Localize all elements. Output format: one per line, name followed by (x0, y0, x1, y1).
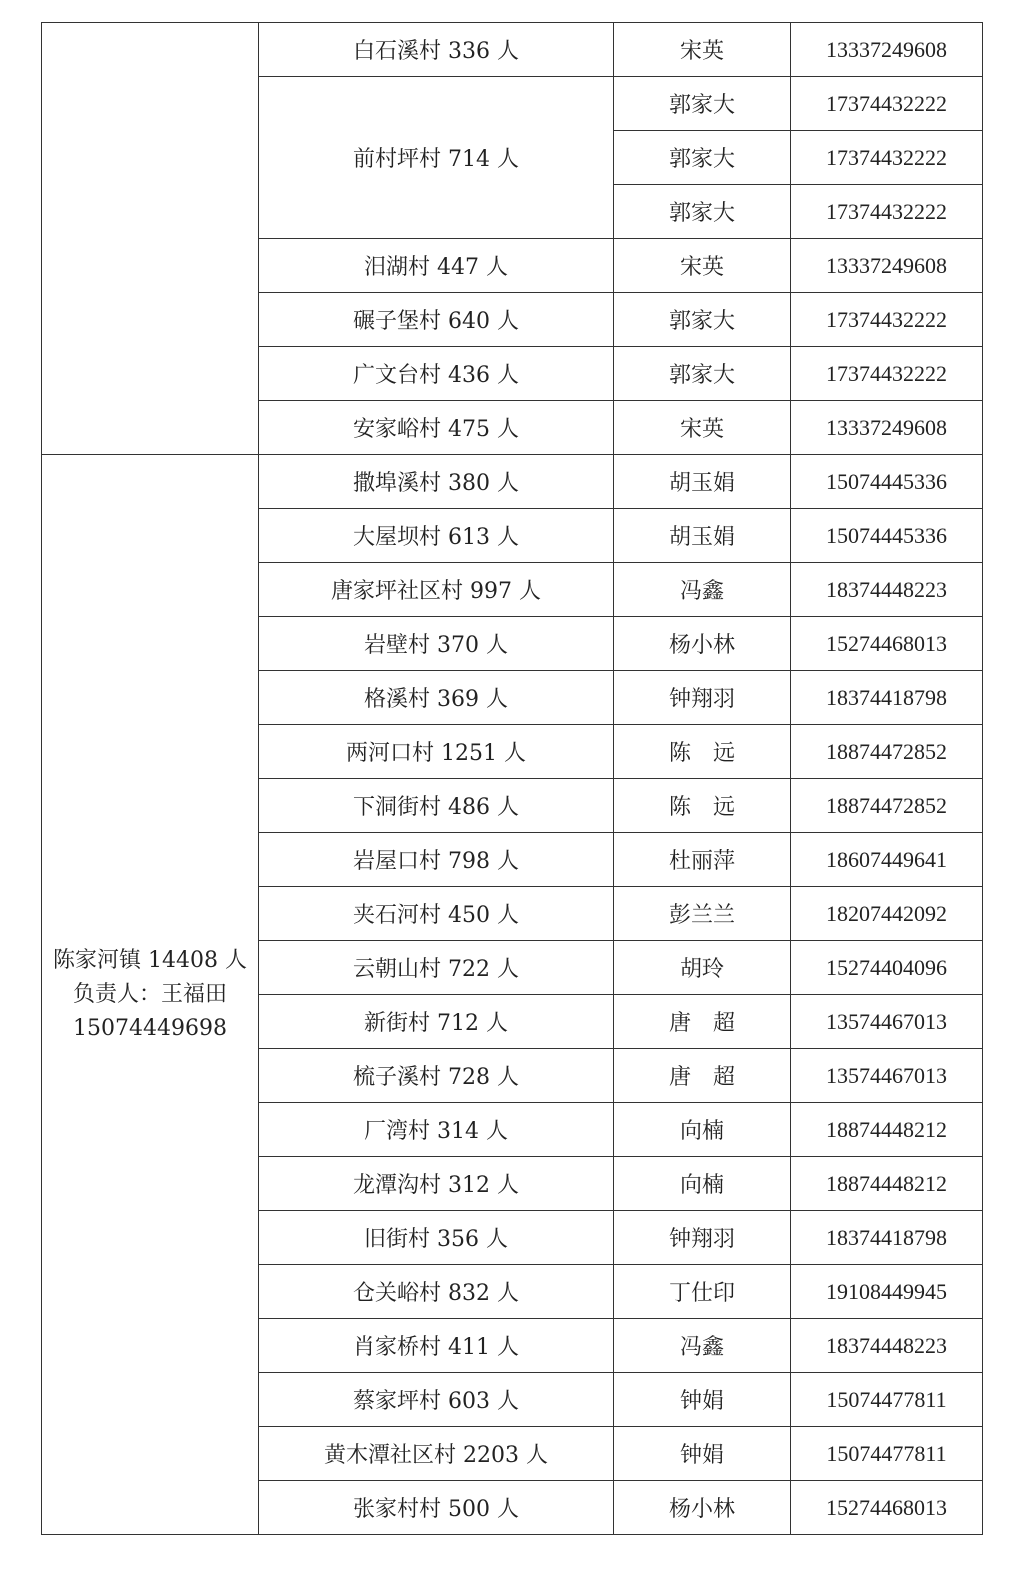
village-cell: 岩壁村 370 人 (259, 617, 614, 671)
phone-cell: 18607449641 (791, 833, 983, 887)
contact-cell: 钟娟 (614, 1373, 791, 1427)
contact-cell: 宋英 (614, 23, 791, 77)
contact-cell: 钟翔羽 (614, 1211, 791, 1265)
phone-cell: 17374432222 (791, 131, 983, 185)
village-cell: 厂湾村 314 人 (259, 1103, 614, 1157)
phone-cell: 15274404096 (791, 941, 983, 995)
contact-cell: 杜丽萍 (614, 833, 791, 887)
phone-cell: 17374432222 (791, 293, 983, 347)
contact-cell: 胡玉娟 (614, 455, 791, 509)
contact-cell: 胡玲 (614, 941, 791, 995)
town-phone: 15074449698 (73, 1015, 227, 1041)
village-cell: 唐家坪社区村 997 人 (259, 563, 614, 617)
village-cell: 撒埠溪村 380 人 (259, 455, 614, 509)
phone-cell: 17374432222 (791, 77, 983, 131)
phone-cell: 18374448223 (791, 563, 983, 617)
contact-cell: 陈 远 (614, 725, 791, 779)
contact-cell: 唐 超 (614, 1049, 791, 1103)
phone-cell: 13337249608 (791, 239, 983, 293)
contact-cell: 郭家大 (614, 293, 791, 347)
village-cell: 仓关峪村 832 人 (259, 1265, 614, 1319)
phone-cell: 18874448212 (791, 1103, 983, 1157)
village-cell: 新街村 712 人 (259, 995, 614, 1049)
village-cell: 岩屋口村 798 人 (259, 833, 614, 887)
contact-cell: 杨小林 (614, 1481, 791, 1535)
village-cell: 碾子堡村 640 人 (259, 293, 614, 347)
village-cell: 广文台村 436 人 (259, 347, 614, 401)
contact-table (41, 22, 983, 1535)
village-cell: 蔡家坪村 603 人 (259, 1373, 614, 1427)
contact-cell: 宋英 (614, 401, 791, 455)
phone-cell: 13337249608 (791, 401, 983, 455)
phone-cell: 18874472852 (791, 779, 983, 833)
phone-cell: 15074477811 (791, 1427, 983, 1481)
contact-cell: 宋英 (614, 239, 791, 293)
contact-cell: 向楠 (614, 1103, 791, 1157)
phone-cell: 15074445336 (791, 509, 983, 563)
document-page (41, 22, 983, 1535)
phone-cell: 17374432222 (791, 347, 983, 401)
phone-cell: 13337249608 (791, 23, 983, 77)
phone-cell: 18207442092 (791, 887, 983, 941)
village-cell: 大屋坝村 613 人 (259, 509, 614, 563)
contact-cell: 郭家大 (614, 77, 791, 131)
village-cell: 梳子溪村 728 人 (259, 1049, 614, 1103)
contact-cell: 丁仕印 (614, 1265, 791, 1319)
contact-cell: 冯鑫 (614, 1319, 791, 1373)
contact-cell: 胡玉娟 (614, 509, 791, 563)
village-cell: 夹石河村 450 人 (259, 887, 614, 941)
contact-cell: 彭兰兰 (614, 887, 791, 941)
phone-cell: 13574467013 (791, 995, 983, 1049)
village-cell: 两河口村 1251 人 (259, 725, 614, 779)
table-row (42, 23, 983, 77)
phone-cell: 18374448223 (791, 1319, 983, 1373)
contact-cell: 陈 远 (614, 779, 791, 833)
phone-cell: 15074477811 (791, 1373, 983, 1427)
contact-cell: 郭家大 (614, 347, 791, 401)
phone-cell: 17374432222 (791, 185, 983, 239)
contact-cell: 钟翔羽 (614, 671, 791, 725)
town-cell (42, 455, 259, 1535)
phone-cell: 18874472852 (791, 725, 983, 779)
village-cell: 云朝山村 722 人 (259, 941, 614, 995)
village-cell: 龙潭沟村 312 人 (259, 1157, 614, 1211)
phone-cell: 15274468013 (791, 1481, 983, 1535)
village-cell: 肖家桥村 411 人 (259, 1319, 614, 1373)
village-cell: 下洞街村 486 人 (259, 779, 614, 833)
village-cell: 黄木潭社区村 2203 人 (259, 1427, 614, 1481)
phone-cell: 19108449945 (791, 1265, 983, 1319)
contact-cell: 郭家大 (614, 131, 791, 185)
town-name: 陈家河镇 14408 人 (53, 947, 247, 973)
village-cell: 前村坪村 714 人 (259, 77, 614, 239)
contact-cell: 向楠 (614, 1157, 791, 1211)
village-cell: 白石溪村 336 人 (259, 23, 614, 77)
village-cell: 张家村村 500 人 (259, 1481, 614, 1535)
contact-cell: 郭家大 (614, 185, 791, 239)
phone-cell: 18374418798 (791, 671, 983, 725)
village-cell: 安家峪村 475 人 (259, 401, 614, 455)
contact-cell: 杨小林 (614, 617, 791, 671)
contact-cell: 唐 超 (614, 995, 791, 1049)
town-cell-empty (42, 23, 259, 455)
table-row (42, 455, 983, 509)
contact-cell: 冯鑫 (614, 563, 791, 617)
village-cell: 汨湖村 447 人 (259, 239, 614, 293)
phone-cell: 13574467013 (791, 1049, 983, 1103)
phone-cell: 15274468013 (791, 617, 983, 671)
phone-cell: 18874448212 (791, 1157, 983, 1211)
town-manager: 负责人：王福田 (72, 981, 227, 1007)
phone-cell: 15074445336 (791, 455, 983, 509)
contact-cell: 钟娟 (614, 1427, 791, 1481)
village-cell: 格溪村 369 人 (259, 671, 614, 725)
phone-cell: 18374418798 (791, 1211, 983, 1265)
village-cell: 旧街村 356 人 (259, 1211, 614, 1265)
